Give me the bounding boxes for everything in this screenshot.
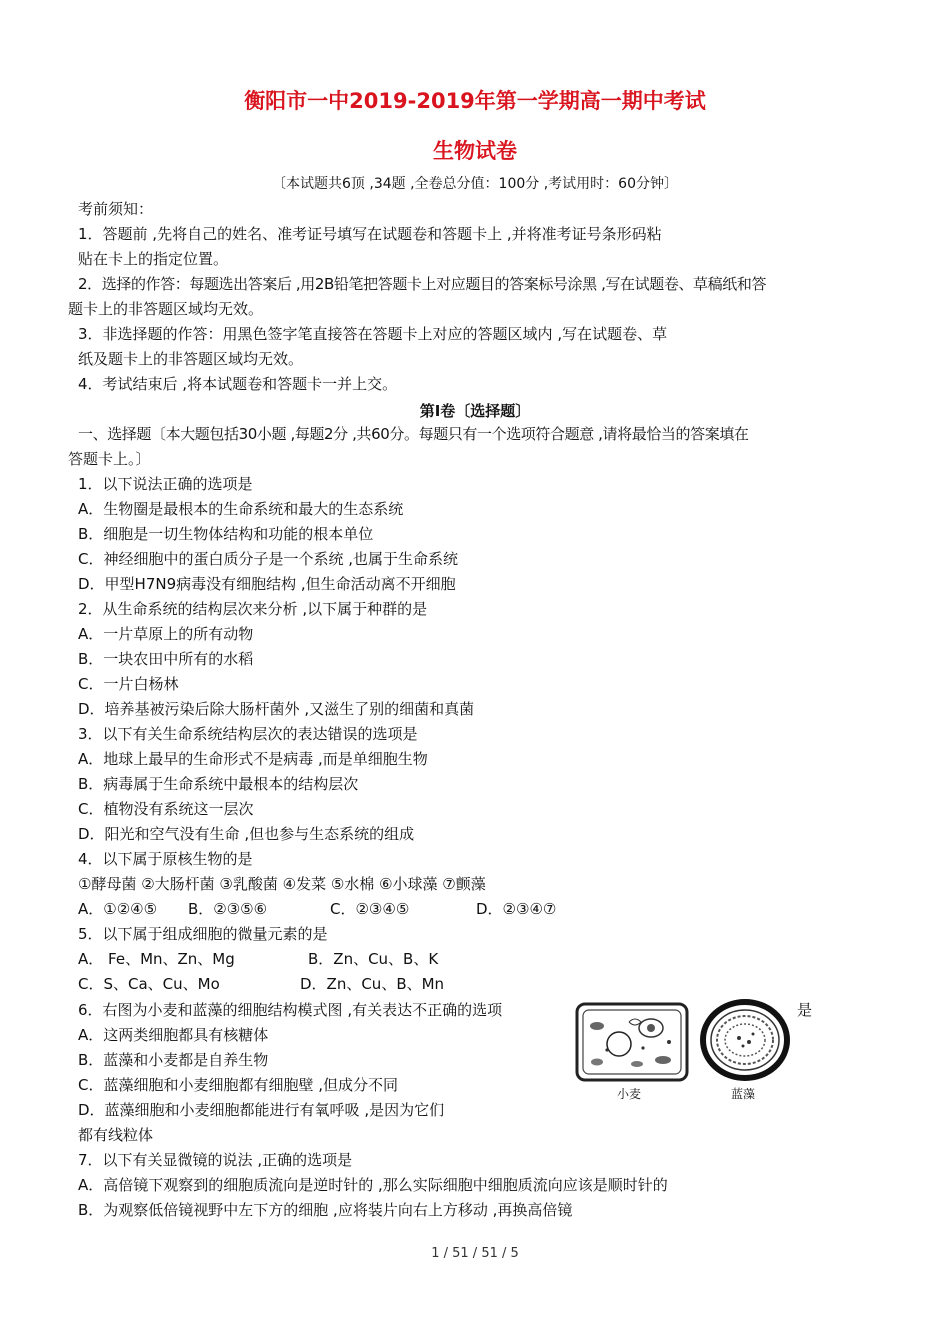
exam-info: 〔本试题共6顶 ,34题 ,全卷总分值：100分 ,考试用时：60分钟〕 <box>272 176 678 192</box>
question-1-option-d: D．甲型H7N9病毒没有细胞结构 ,但生命活动离不开细胞 <box>78 575 456 593</box>
section-title: 第Ⅰ卷〔选择题〕 <box>419 402 531 420</box>
page-number: 1 / 51 / 51 / 5 <box>431 1246 519 1261</box>
notice-item-1: 1．答题前 ,先将自己的姓名、准考证号填写在试题卷和答题卡上 ,并将准考证号条形码粘 <box>78 225 662 243</box>
blue-algae-cell-drawing <box>703 1002 787 1078</box>
question-4-option-d: D．②③④⑦ <box>476 900 557 918</box>
question-1-stem: 1．以下说法正确的选项是 <box>78 475 253 493</box>
question-2-option-b: B．一块农田中所有的水稻 <box>78 650 254 668</box>
notice-item-3-cont: 纸及题卡上的非答题区域均无效。 <box>78 350 304 368</box>
question-3-option-b: B．病毒属于生命系统中最根本的结构层次 <box>78 775 359 793</box>
notice-item-1-cont: 贴在卡上的指定位置。 <box>78 250 229 268</box>
question-5-option-a: A． Fe、Mn、Zn、Mg <box>78 950 235 968</box>
question-5-option-b: B．Zn、Cu、B、K <box>308 950 439 968</box>
question-7-stem: 7．以下有关显微镜的说法 ,正确的选项是 <box>78 1151 353 1169</box>
wheat-cell-drawing <box>577 1004 687 1080</box>
exam-subtitle: 生物试卷 <box>433 139 517 163</box>
question-2-option-d: D．培养基被污染后除大肠杆菌外 ,又滋生了别的细菌和真菌 <box>78 700 475 718</box>
question-4-option-c: C．②③④⑤ <box>330 900 410 918</box>
question-2-stem: 2．从生命系统的结构层次来分析 ,以下属于种群的是 <box>78 600 428 618</box>
notice-item-2-cont: 题卡上的非答题区域均无效。 <box>68 300 264 318</box>
question-3-option-a: A．地球上最早的生命形式不是病毒 ,而是单细胞生物 <box>78 750 428 768</box>
question-3-stem: 3．以下有关生命系统结构层次的表达错误的选项是 <box>78 725 418 743</box>
notice-heading: 考前须知： <box>78 200 154 218</box>
notice-item-4: 4．考试结束后 ,将本试题卷和答题卡一并上交。 <box>78 375 398 393</box>
question-6-option-d-cont: 都有线粒体 <box>78 1126 154 1144</box>
notice-item-3: 3．非选择题的作答：用黑色签字笔直接答在答题卡上对应的答题区域内 ,写在试题卷、草 <box>78 325 668 343</box>
question-5-stem: 5．以下属于组成细胞的微量元素的是 <box>78 925 328 943</box>
question-6-stem-end: 是 <box>797 1001 813 1019</box>
question-6-option-d: D．蓝藻细胞和小麦细胞都能进行有氧呼吸 ,是因为它们 <box>78 1101 445 1119</box>
question-6-option-c: C．蓝藻细胞和小麦细胞都有细胞壁 ,但成分不同 <box>78 1076 399 1094</box>
section-intro: 一、选择题〔本大题包括30小题 ,每题2分 ,共60分。每题只有一个选项符合题意 ,请将最恰当的答案填在 <box>78 425 749 443</box>
question-7-option-a: A．高倍镜下观察到的细胞质流向是逆时针的 ,那么实际细胞中细胞质流向应该是顺时针的 <box>78 1176 668 1194</box>
question-4-option-a: A．①②④⑤ <box>78 900 158 918</box>
question-3-option-d: D．阳光和空气没有生命 ,但也参与生态系统的组成 <box>78 825 415 843</box>
question-2-option-c: C．一片白杨林 <box>78 675 179 693</box>
cell-structure-figure <box>573 998 795 1106</box>
section-intro-cont: 答题卡上。〕 <box>68 450 151 468</box>
question-1-option-b: B．细胞是一切生物体结构和功能的根本单位 <box>78 525 374 543</box>
question-1-option-a: A．生物圈是最根本的生命系统和最大的生态系统 <box>78 500 404 518</box>
question-4-option-b: B．②③⑤⑥ <box>188 900 268 918</box>
question-4-list: ①酵母菌 ②大肠杆菌 ③乳酸菌 ④发菜 ⑤水棉 ⑥小球藻 ⑦颤藻 <box>78 875 486 893</box>
question-5-option-c: C．S、Ca、Cu、Mo <box>78 975 220 993</box>
question-6-option-a: A．这两类细胞都具有核糖体 <box>78 1026 269 1044</box>
question-4-stem: 4．以下属于原核生物的是 <box>78 850 253 868</box>
question-1-option-c: C．神经细胞中的蛋白质分子是一个系统 ,也属于生命系统 <box>78 550 459 568</box>
blue-algae-label: 蓝藻 <box>731 1087 756 1101</box>
wheat-label: 小麦 <box>617 1087 642 1101</box>
question-3-option-c: C．植物没有系统这一层次 <box>78 800 254 818</box>
question-5-option-d: D．Zn、Cu、B、Mn <box>300 975 445 993</box>
question-7-option-b: B．为观察低倍镜视野中左下方的细胞 ,应将装片向右上方移动 ,再换高倍镜 <box>78 1201 573 1219</box>
question-2-option-a: A．一片草原上的所有动物 <box>78 625 254 643</box>
exam-title: 衡阳市一中2019-2019年第一学期高一期中考试 <box>244 89 706 113</box>
question-6-option-b: B．蓝藻和小麦都是自养生物 <box>78 1051 269 1069</box>
notice-item-2: 2．选择的作答：每题选出答案后 ,用2B铅笔把答题卡上对应题目的答案标号涂黑 ,写在试题卷、草稿纸和答 <box>78 275 767 293</box>
question-6-stem: 6．右图为小麦和蓝藻的细胞结构模式图 ,有关表达不正确的选项 <box>78 1001 503 1019</box>
